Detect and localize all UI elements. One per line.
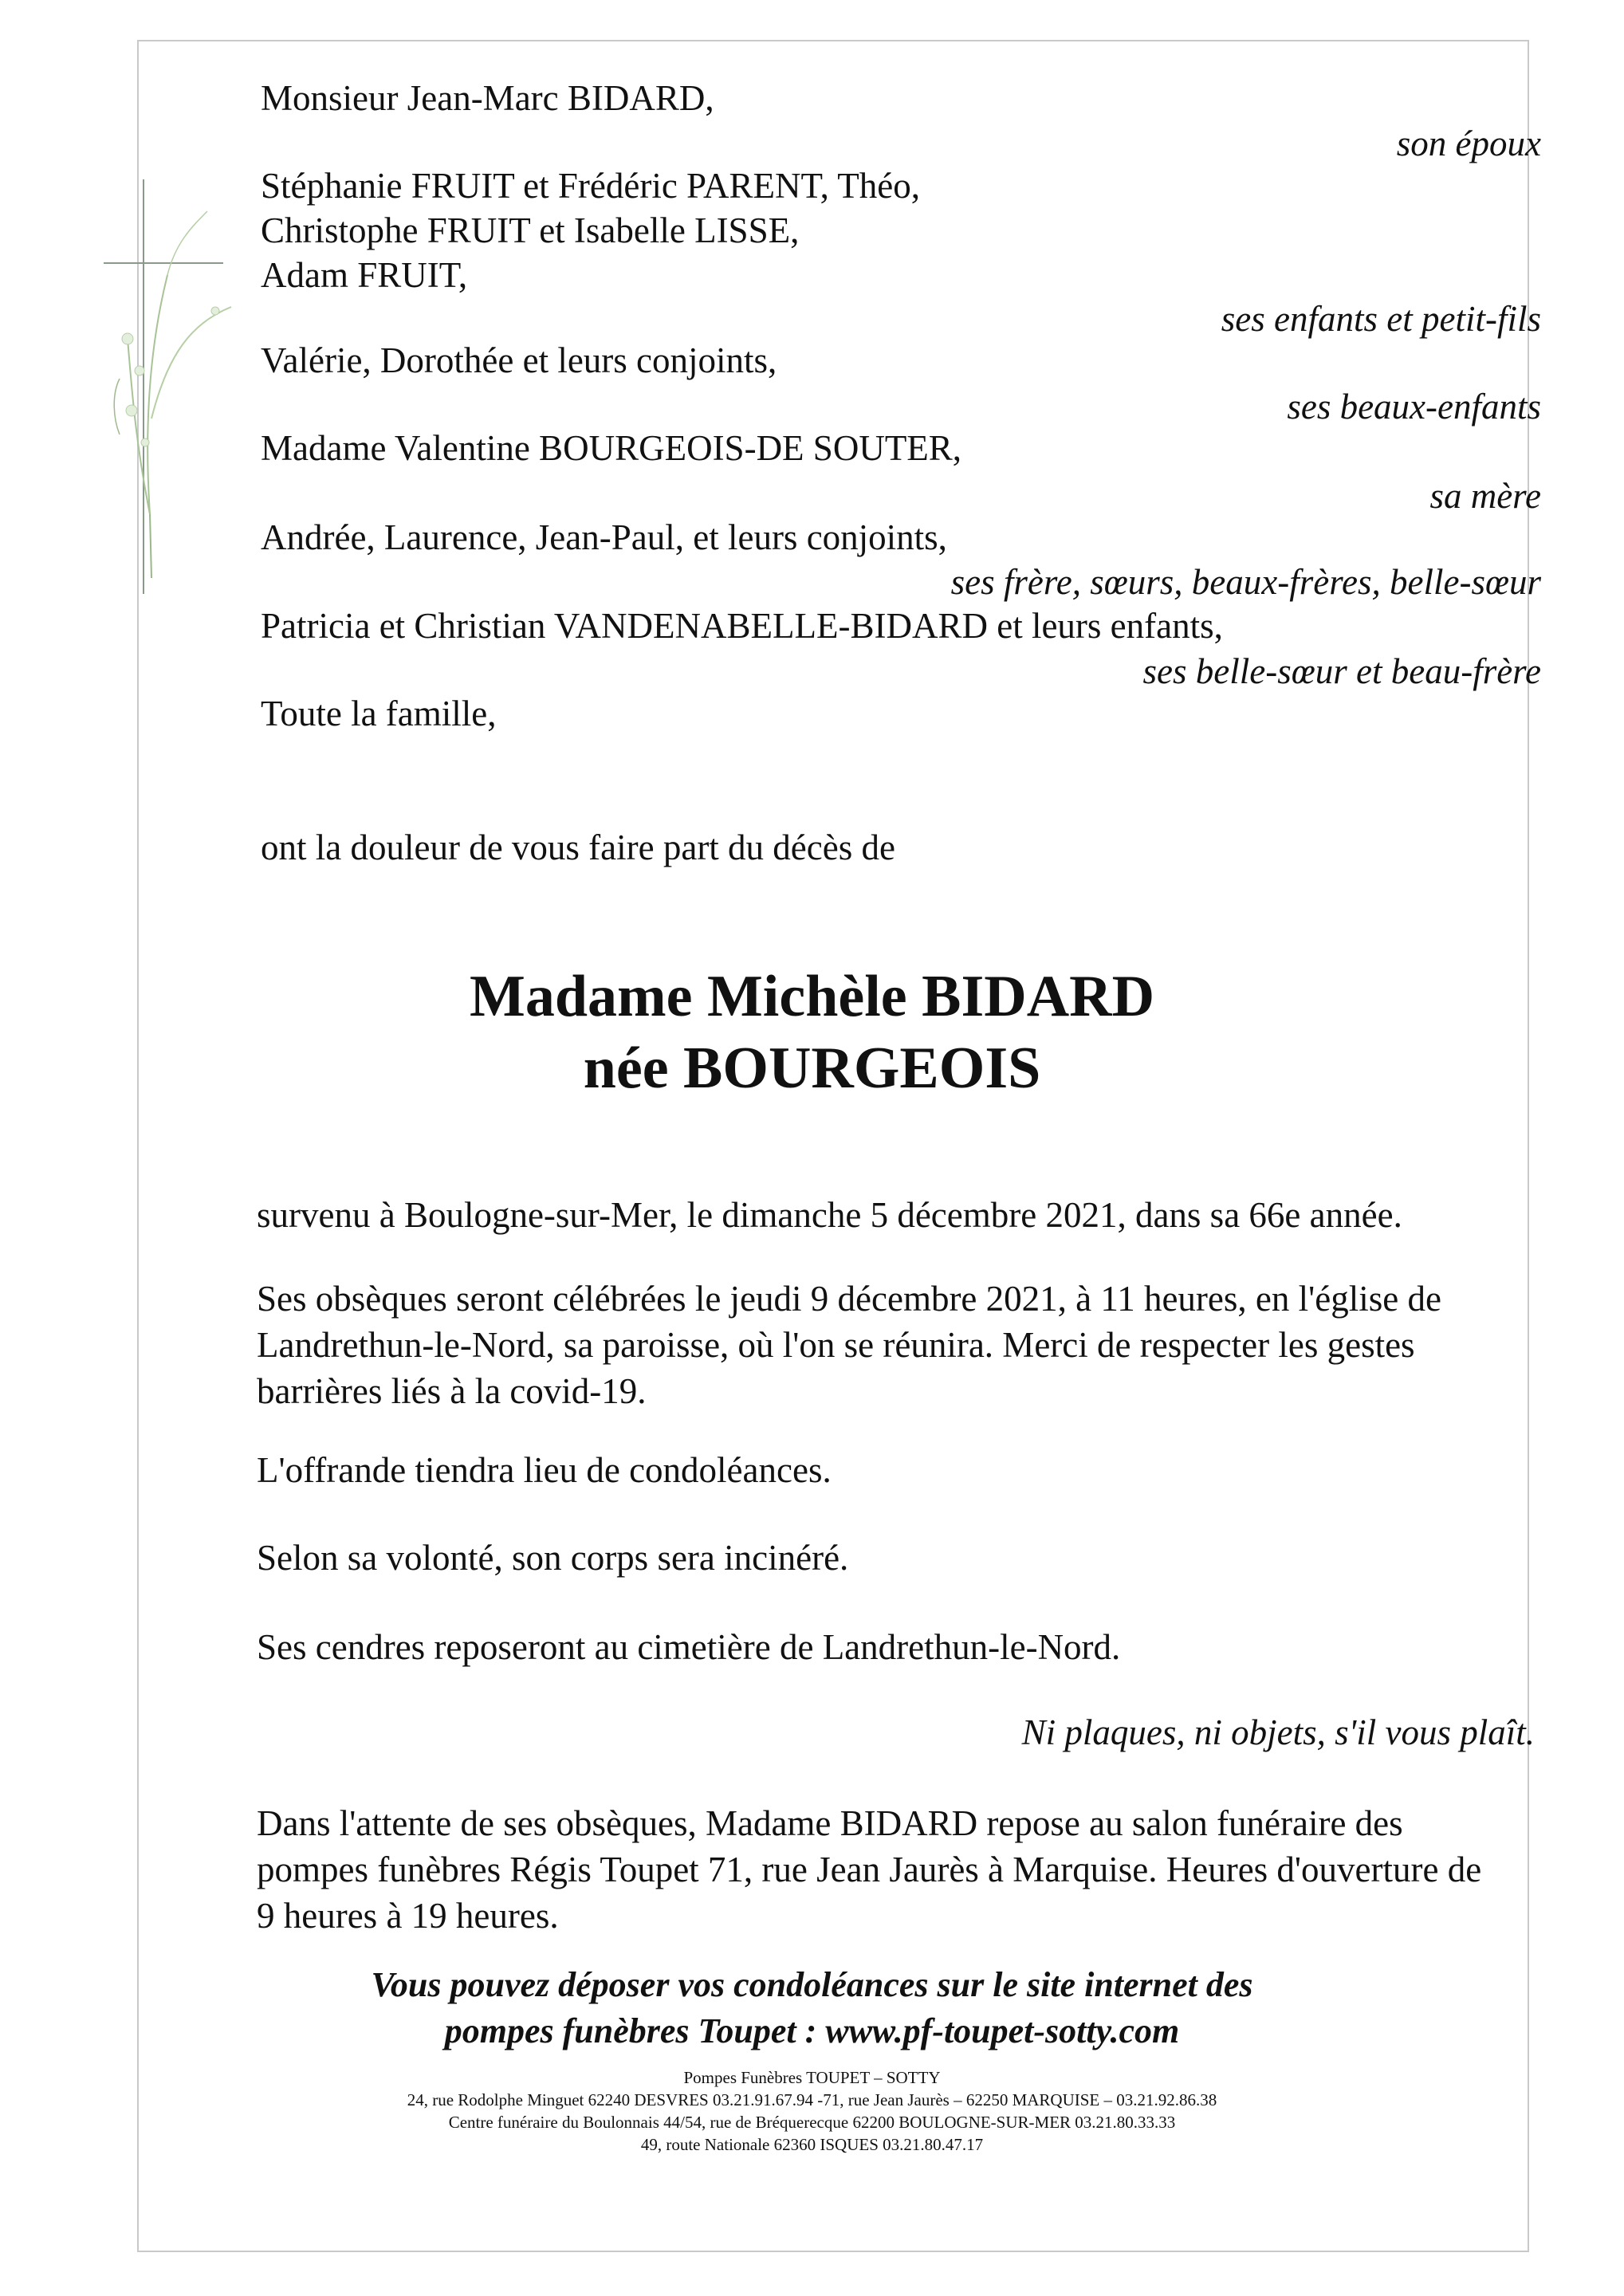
- offering-note: L'offrande tiendra lieu de condoléances.: [257, 1450, 832, 1490]
- family-relation: ses frère, sœurs, beaux-frères, belle-sœur: [950, 562, 1541, 602]
- family-name: Patricia et Christian VANDENABELLE-BIDARD et leurs enfants,: [261, 606, 1223, 646]
- family-name: Stéphanie FRUIT et Frédéric PARENT, Théo,: [261, 166, 920, 206]
- deceased-name: Madame Michèle BIDARD: [469, 964, 1155, 1029]
- condolences-line: Vous pouvez déposer vos condoléances sur le site internet des: [371, 1965, 1253, 2004]
- death-details: survenu à Boulogne-sur-Mer, le dimanche 5 décembre 2021, dans sa 66e année.: [257, 1195, 1402, 1235]
- family-relation: sa mère: [1429, 476, 1541, 516]
- condolences-line: pompes funèbres Toupet : www.pf-toupet-sotty.com: [444, 2011, 1180, 2050]
- funeral-details: Ses obsèques seront célébrées le jeudi 9 décembre 2021, à 11 heures, en l'église de Landrethun-le-Nord, sa paroisse, où l'on se réunira. Merci de respecter les gestes barrières liés à la covid-19.: [257, 1279, 1441, 1411]
- footer-line: Pompes Funèbres TOUPET – SOTTY: [683, 2068, 941, 2087]
- footer-line: 24, rue Rodolphe Minguet 62240 DESVRES 03.21.91.67.94 -71, rue Jean Jaurès – 62250 MARQUISE – 03.21.92.86.38: [407, 2090, 1217, 2109]
- family-relation: ses belle-sœur et beau-frère: [1142, 651, 1541, 691]
- cremation-note: Selon sa volonté, son corps sera incinéré.: [257, 1538, 849, 1578]
- cross-flower-icon: [96, 179, 255, 594]
- family-name: Toute la famille,: [261, 694, 497, 733]
- family-name: Andrée, Laurence, Jean-Paul, et leurs conjoints,: [261, 517, 947, 557]
- family-name: Valérie, Dorothée et leurs conjoints,: [261, 340, 777, 380]
- family-name: Madame Valentine BOURGEOIS-DE SOUTER,: [261, 428, 962, 468]
- family-relation: ses enfants et petit-fils: [1221, 299, 1541, 339]
- family-relation: ses beaux-enfants: [1287, 387, 1541, 427]
- family-relation: son époux: [1396, 124, 1541, 163]
- family-name: Monsieur Jean-Marc BIDARD,: [261, 78, 714, 118]
- footer-line: 49, route Nationale 62360 ISQUES 03.21.80.47.17: [640, 2135, 984, 2154]
- no-plaques-note: Ni plaques, ni objets, s'il vous plaît.: [1021, 1712, 1535, 1752]
- family-name: Adam FRUIT,: [261, 255, 468, 295]
- family-name: Christophe FRUIT et Isabelle LISSE,: [261, 210, 800, 250]
- ashes-note: Ses cendres reposeront au cimetière de Landrethun-le-Nord.: [257, 1627, 1121, 1667]
- footer-line: Centre funéraire du Boulonnais 44/54, rue de Bréquerecque 62200 BOULOGNE-SUR-MER 03.21.80.33.33: [448, 2113, 1176, 2132]
- resting-note: Dans l'attente de ses obsèques, Madame BIDARD repose au salon funéraire des pompes funèbres Régis Toupet 71, rue Jean Jaurès à Marquise. Heures d'ouverture de 9 heures à 19 heures.: [257, 1803, 1482, 1936]
- deceased-maiden-name: née BOURGEOIS: [583, 1036, 1041, 1101]
- announcement: ont la douleur de vous faire part du décès de: [261, 828, 895, 867]
